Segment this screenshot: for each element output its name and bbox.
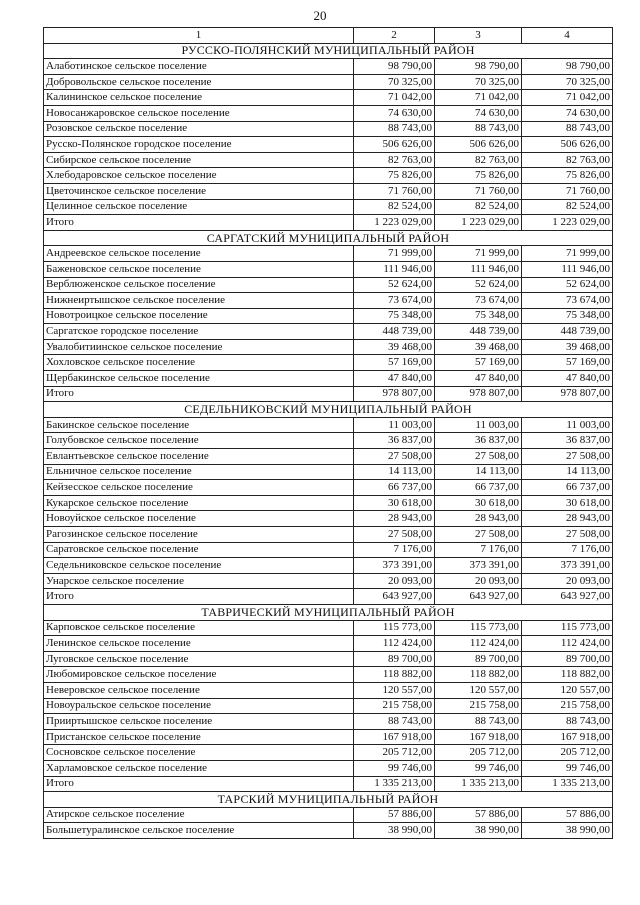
amount-cell: 88 743,00 xyxy=(354,121,435,137)
amount-cell: 88 743,00 xyxy=(435,714,522,730)
column-number: 3 xyxy=(435,28,522,44)
amount-cell: 11 003,00 xyxy=(435,417,522,433)
settlement-name-cell: Андреевское сельское поселение xyxy=(44,246,354,262)
amount-cell: 27 508,00 xyxy=(522,449,613,465)
settlement-name-cell: Новосанжаровское сельское поселение xyxy=(44,105,354,121)
amount-cell: 89 700,00 xyxy=(522,651,613,667)
amount-cell: 57 886,00 xyxy=(435,807,522,823)
amount-cell: 71 760,00 xyxy=(435,183,522,199)
district-header-row xyxy=(44,402,613,418)
amount-cell: 167 918,00 xyxy=(435,729,522,745)
amount-cell: 74 630,00 xyxy=(522,105,613,121)
amount-cell: 118 882,00 xyxy=(354,667,435,683)
amount-cell: 167 918,00 xyxy=(354,729,435,745)
amount-cell: 111 946,00 xyxy=(435,261,522,277)
amount-cell: 39 468,00 xyxy=(435,339,522,355)
table-row xyxy=(44,449,613,465)
amount-cell: 118 882,00 xyxy=(435,667,522,683)
amount-cell: 38 990,00 xyxy=(354,823,435,839)
amount-cell: 215 758,00 xyxy=(354,698,435,714)
amount-cell: 27 508,00 xyxy=(522,527,613,543)
table-row xyxy=(44,698,613,714)
settlement-name-cell: Целинное сельское поселение xyxy=(44,199,354,215)
table-row xyxy=(44,417,613,433)
amount-cell: 1 223 029,00 xyxy=(435,215,522,231)
column-number: 1 xyxy=(44,28,354,44)
amount-cell: 71 042,00 xyxy=(354,90,435,106)
table-row xyxy=(44,90,613,106)
amount-cell: 82 763,00 xyxy=(435,152,522,168)
settlement-name-cell: Алаботинское сельское поселение xyxy=(44,59,354,75)
amount-cell: 448 739,00 xyxy=(435,324,522,340)
amount-cell: 373 391,00 xyxy=(522,558,613,574)
amount-cell: 66 737,00 xyxy=(522,480,613,496)
table-row xyxy=(44,277,613,293)
table-row xyxy=(44,823,613,839)
table-row xyxy=(44,355,613,371)
amount-cell: 215 758,00 xyxy=(435,698,522,714)
settlement-name-cell: Ленинское сельское поселение xyxy=(44,636,354,652)
table-row xyxy=(44,371,613,387)
amount-cell: 52 624,00 xyxy=(354,277,435,293)
settlement-name-cell: Кукарское сельское поселение xyxy=(44,495,354,511)
amount-cell: 373 391,00 xyxy=(354,558,435,574)
table-row xyxy=(44,573,613,589)
table-row xyxy=(44,464,613,480)
district-header-row xyxy=(44,43,613,59)
page-number: 20 xyxy=(313,8,327,23)
amount-cell: 14 113,00 xyxy=(522,464,613,480)
table-row xyxy=(44,137,613,153)
district-title: ТАВРИЧЕСКИЙ МУНИЦИПАЛЬНЫЙ РАЙОН xyxy=(44,604,613,620)
amount-cell: 57 169,00 xyxy=(522,355,613,371)
amount-cell: 27 508,00 xyxy=(354,527,435,543)
amount-cell: 71 760,00 xyxy=(522,183,613,199)
amount-cell: 120 557,00 xyxy=(435,682,522,698)
amount-cell: 98 790,00 xyxy=(435,59,522,75)
amount-cell: 1 223 029,00 xyxy=(354,215,435,231)
settlement-name-cell: Новоуральское сельское поселение xyxy=(44,698,354,714)
settlement-name-cell: Новоуйское сельское поселение xyxy=(44,511,354,527)
amount-cell: 74 630,00 xyxy=(354,105,435,121)
district-title: РУССКО-ПОЛЯНСКИЙ МУНИЦИПАЛЬНЫЙ РАЙОН xyxy=(44,43,613,59)
budget-table xyxy=(43,27,613,839)
amount-cell: 643 927,00 xyxy=(435,589,522,605)
amount-cell: 120 557,00 xyxy=(354,682,435,698)
amount-cell: 73 674,00 xyxy=(435,293,522,309)
table-row xyxy=(44,168,613,184)
settlement-name-cell: Итого xyxy=(44,215,354,231)
amount-cell: 88 743,00 xyxy=(435,121,522,137)
amount-cell: 73 674,00 xyxy=(354,293,435,309)
amount-cell: 89 700,00 xyxy=(354,651,435,667)
table-row xyxy=(44,511,613,527)
table-row xyxy=(44,714,613,730)
settlement-name-cell: Баженовское сельское поселение xyxy=(44,261,354,277)
amount-cell: 82 524,00 xyxy=(522,199,613,215)
amount-cell: 66 737,00 xyxy=(354,480,435,496)
amount-cell: 82 763,00 xyxy=(354,152,435,168)
amount-cell: 14 113,00 xyxy=(435,464,522,480)
amount-cell: 1 335 213,00 xyxy=(522,776,613,792)
amount-cell: 88 743,00 xyxy=(354,714,435,730)
settlement-name-cell: Итого xyxy=(44,776,354,792)
settlement-name-cell: Любомировское сельское поселение xyxy=(44,667,354,683)
table-row xyxy=(44,199,613,215)
table-row xyxy=(44,183,613,199)
amount-cell: 30 618,00 xyxy=(354,495,435,511)
amount-cell: 38 990,00 xyxy=(522,823,613,839)
table-row xyxy=(44,682,613,698)
amount-cell: 112 424,00 xyxy=(354,636,435,652)
amount-cell: 7 176,00 xyxy=(354,542,435,558)
amount-cell: 14 113,00 xyxy=(354,464,435,480)
amount-cell: 73 674,00 xyxy=(522,293,613,309)
amount-cell: 20 093,00 xyxy=(354,573,435,589)
amount-cell: 98 790,00 xyxy=(522,59,613,75)
amount-cell: 88 743,00 xyxy=(522,121,613,137)
amount-cell: 27 508,00 xyxy=(354,449,435,465)
amount-cell: 167 918,00 xyxy=(522,729,613,745)
amount-cell: 115 773,00 xyxy=(522,620,613,636)
amount-cell: 71 999,00 xyxy=(354,246,435,262)
table-row xyxy=(44,495,613,511)
amount-cell: 98 790,00 xyxy=(354,59,435,75)
table-row xyxy=(44,121,613,137)
settlement-name-cell: Итого xyxy=(44,386,354,402)
total-row xyxy=(44,215,613,231)
settlement-name-cell: Увалобитиинское сельское поселение xyxy=(44,339,354,355)
district-header-row xyxy=(44,604,613,620)
amount-cell: 205 712,00 xyxy=(522,745,613,761)
settlement-name-cell: Хохловское сельское поселение xyxy=(44,355,354,371)
table-row xyxy=(44,807,613,823)
amount-cell: 11 003,00 xyxy=(354,417,435,433)
amount-cell: 47 840,00 xyxy=(435,371,522,387)
amount-cell: 28 943,00 xyxy=(354,511,435,527)
total-row xyxy=(44,386,613,402)
amount-cell: 506 626,00 xyxy=(354,137,435,153)
table-row xyxy=(44,745,613,761)
amount-cell: 99 746,00 xyxy=(354,760,435,776)
amount-cell: 20 093,00 xyxy=(435,573,522,589)
amount-cell: 57 169,00 xyxy=(435,355,522,371)
settlement-name-cell: Атирское сельское поселение xyxy=(44,807,354,823)
amount-cell: 7 176,00 xyxy=(435,542,522,558)
district-header-row xyxy=(44,792,613,808)
amount-cell: 448 739,00 xyxy=(522,324,613,340)
table-row xyxy=(44,636,613,652)
amount-cell: 57 169,00 xyxy=(354,355,435,371)
table-row xyxy=(44,59,613,75)
settlement-name-cell: Харламовское сельское поселение xyxy=(44,760,354,776)
settlement-name-cell: Голубовское сельское поселение xyxy=(44,433,354,449)
table-row xyxy=(44,760,613,776)
settlement-name-cell: Новотроицкое сельское поселение xyxy=(44,308,354,324)
amount-cell: 39 468,00 xyxy=(522,339,613,355)
amount-cell: 978 807,00 xyxy=(354,386,435,402)
amount-cell: 1 223 029,00 xyxy=(522,215,613,231)
amount-cell: 47 840,00 xyxy=(354,371,435,387)
amount-cell: 89 700,00 xyxy=(435,651,522,667)
settlement-name-cell: Пристанское сельское поселение xyxy=(44,729,354,745)
amount-cell: 20 093,00 xyxy=(522,573,613,589)
settlement-name-cell: Щербакинское сельское поселение xyxy=(44,371,354,387)
table-row xyxy=(44,651,613,667)
table-row xyxy=(44,527,613,543)
table-row xyxy=(44,729,613,745)
settlement-name-cell: Карповское сельское поселение xyxy=(44,620,354,636)
amount-cell: 75 348,00 xyxy=(354,308,435,324)
settlement-name-cell: Неверовское сельское поселение xyxy=(44,682,354,698)
amount-cell: 27 508,00 xyxy=(435,527,522,543)
district-title: САРГАТСКИЙ МУНИЦИПАЛЬНЫЙ РАЙОН xyxy=(44,230,613,246)
settlement-name-cell: Рагозинское сельское поселение xyxy=(44,527,354,543)
amount-cell: 88 743,00 xyxy=(522,714,613,730)
amount-cell: 978 807,00 xyxy=(435,386,522,402)
table-row xyxy=(44,74,613,90)
table-row xyxy=(44,667,613,683)
amount-cell: 71 042,00 xyxy=(522,90,613,106)
column-number-header-row xyxy=(44,28,613,44)
amount-cell: 99 746,00 xyxy=(435,760,522,776)
table-row xyxy=(44,293,613,309)
settlement-name-cell: Сосновское сельское поселение xyxy=(44,745,354,761)
total-row xyxy=(44,776,613,792)
amount-cell: 70 325,00 xyxy=(354,74,435,90)
amount-cell: 82 524,00 xyxy=(435,199,522,215)
amount-cell: 28 943,00 xyxy=(522,511,613,527)
settlement-name-cell: Цветочинское сельское поселение xyxy=(44,183,354,199)
amount-cell: 30 618,00 xyxy=(435,495,522,511)
amount-cell: 57 886,00 xyxy=(522,807,613,823)
settlement-name-cell: Итого xyxy=(44,589,354,605)
amount-cell: 1 335 213,00 xyxy=(354,776,435,792)
settlement-name-cell: Розовское сельское поселение xyxy=(44,121,354,137)
amount-cell: 75 348,00 xyxy=(435,308,522,324)
district-title: СЕДЕЛЬНИКОВСКИЙ МУНИЦИПАЛЬНЫЙ РАЙОН xyxy=(44,402,613,418)
amount-cell: 448 739,00 xyxy=(354,324,435,340)
amount-cell: 71 760,00 xyxy=(354,183,435,199)
amount-cell: 978 807,00 xyxy=(522,386,613,402)
settlement-name-cell: Саргатское городское поселение xyxy=(44,324,354,340)
amount-cell: 75 826,00 xyxy=(435,168,522,184)
amount-cell: 111 946,00 xyxy=(522,261,613,277)
amount-cell: 373 391,00 xyxy=(435,558,522,574)
amount-cell: 205 712,00 xyxy=(435,745,522,761)
settlement-name-cell: Прииртышское сельское поселение xyxy=(44,714,354,730)
settlement-name-cell: Евлантьевское сельское поселение xyxy=(44,449,354,465)
amount-cell: 112 424,00 xyxy=(435,636,522,652)
table-row xyxy=(44,246,613,262)
amount-cell: 28 943,00 xyxy=(435,511,522,527)
table-row xyxy=(44,308,613,324)
amount-cell: 71 999,00 xyxy=(522,246,613,262)
amount-cell: 506 626,00 xyxy=(435,137,522,153)
amount-cell: 75 348,00 xyxy=(522,308,613,324)
amount-cell: 643 927,00 xyxy=(354,589,435,605)
settlement-name-cell: Бакинское сельское поселение xyxy=(44,417,354,433)
table-row xyxy=(44,324,613,340)
amount-cell: 75 826,00 xyxy=(354,168,435,184)
amount-cell: 99 746,00 xyxy=(522,760,613,776)
settlement-name-cell: Хлебодаровское сельское поселение xyxy=(44,168,354,184)
settlement-name-cell: Ельничное сельское поселение xyxy=(44,464,354,480)
amount-cell: 71 999,00 xyxy=(435,246,522,262)
amount-cell: 120 557,00 xyxy=(522,682,613,698)
amount-cell: 7 176,00 xyxy=(522,542,613,558)
settlement-name-cell: Луговское сельское поселение xyxy=(44,651,354,667)
amount-cell: 27 508,00 xyxy=(435,449,522,465)
amount-cell: 82 524,00 xyxy=(354,199,435,215)
amount-cell: 112 424,00 xyxy=(522,636,613,652)
settlement-name-cell: Добровольское сельское поселение xyxy=(44,74,354,90)
table-row xyxy=(44,620,613,636)
amount-cell: 11 003,00 xyxy=(522,417,613,433)
settlement-name-cell: Унарское сельское поселение xyxy=(44,573,354,589)
amount-cell: 57 886,00 xyxy=(354,807,435,823)
amount-cell: 82 763,00 xyxy=(522,152,613,168)
amount-cell: 36 837,00 xyxy=(522,433,613,449)
amount-cell: 30 618,00 xyxy=(522,495,613,511)
amount-cell: 115 773,00 xyxy=(354,620,435,636)
table-row xyxy=(44,105,613,121)
settlement-name-cell: Верблюженское сельское поселение xyxy=(44,277,354,293)
column-number: 4 xyxy=(522,28,613,44)
amount-cell: 36 837,00 xyxy=(435,433,522,449)
amount-cell: 215 758,00 xyxy=(522,698,613,714)
amount-cell: 39 468,00 xyxy=(354,339,435,355)
table-row xyxy=(44,558,613,574)
settlement-name-cell: Большетуралинское сельское поселение xyxy=(44,823,354,839)
table-row xyxy=(44,152,613,168)
amount-cell: 47 840,00 xyxy=(522,371,613,387)
amount-cell: 115 773,00 xyxy=(435,620,522,636)
settlement-name-cell: Нижнеиртышское сельское поселение xyxy=(44,293,354,309)
table-row xyxy=(44,261,613,277)
district-header-row xyxy=(44,230,613,246)
amount-cell: 506 626,00 xyxy=(522,137,613,153)
table-row xyxy=(44,433,613,449)
settlement-name-cell: Седельниковское сельское поселение xyxy=(44,558,354,574)
amount-cell: 38 990,00 xyxy=(435,823,522,839)
settlement-name-cell: Русско-Полянское городское поселение xyxy=(44,137,354,153)
district-title: ТАРСКИЙ МУНИЦИПАЛЬНЫЙ РАЙОН xyxy=(44,792,613,808)
table-row xyxy=(44,480,613,496)
amount-cell: 70 325,00 xyxy=(435,74,522,90)
amount-cell: 118 882,00 xyxy=(522,667,613,683)
amount-cell: 74 630,00 xyxy=(435,105,522,121)
column-number: 2 xyxy=(354,28,435,44)
amount-cell: 36 837,00 xyxy=(354,433,435,449)
settlement-name-cell: Кейзесское сельское поселение xyxy=(44,480,354,496)
amount-cell: 205 712,00 xyxy=(354,745,435,761)
amount-cell: 70 325,00 xyxy=(522,74,613,90)
table-row xyxy=(44,339,613,355)
amount-cell: 52 624,00 xyxy=(435,277,522,293)
amount-cell: 71 042,00 xyxy=(435,90,522,106)
settlement-name-cell: Сибирское сельское поселение xyxy=(44,152,354,168)
amount-cell: 111 946,00 xyxy=(354,261,435,277)
amount-cell: 643 927,00 xyxy=(522,589,613,605)
table-row xyxy=(44,542,613,558)
amount-cell: 52 624,00 xyxy=(522,277,613,293)
settlement-name-cell: Калининское сельское поселение xyxy=(44,90,354,106)
amount-cell: 66 737,00 xyxy=(435,480,522,496)
amount-cell: 1 335 213,00 xyxy=(435,776,522,792)
settlement-name-cell: Саратовское сельское поселение xyxy=(44,542,354,558)
total-row xyxy=(44,589,613,605)
amount-cell: 75 826,00 xyxy=(522,168,613,184)
